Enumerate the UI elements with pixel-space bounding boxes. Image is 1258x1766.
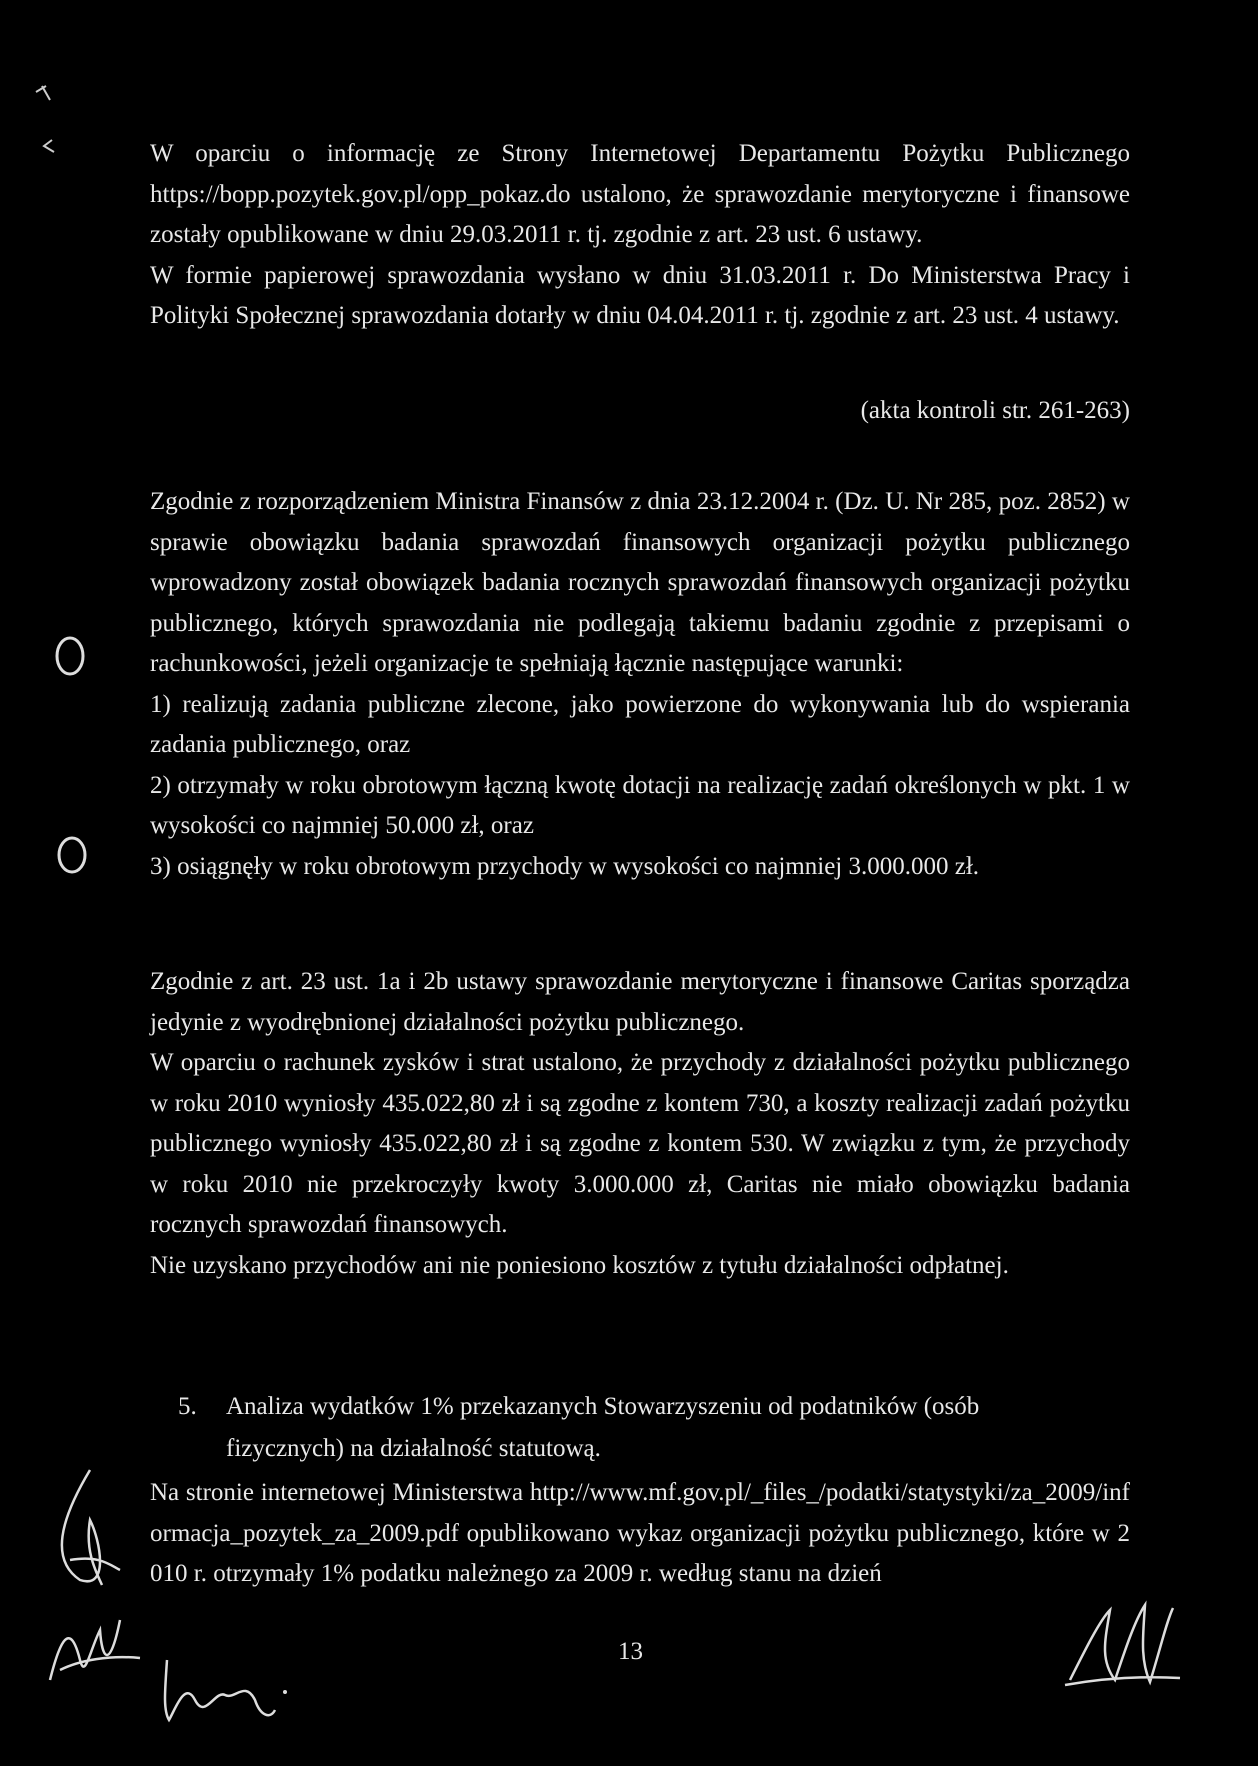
reference-note: (akta kontroli str. 261-263) [860, 397, 1130, 424]
signature-center-left [155, 1640, 295, 1730]
hole-punch-bottom [54, 832, 90, 878]
section-title-line2: fizycznych) na działalność statutową. [226, 1435, 601, 1462]
list-item: 2) otrzymały w roku obrotowym łączną kwotę dotacji na realizację zadań określonych w pkt. 1 w wysokości co najmniej 50.000 zł, oraz [150, 771, 1130, 839]
text-block-1 [150, 134, 1130, 337]
paragraph: W formie papierowej sprawozdania wysłano w dniu 31.03.2011 r. Do Ministerstwa Pracy i Polityki Społecznej sprawozdania dotarły w dniu 04.04.2011 r. tj. zgodnie z art. 23 ust. 4 ustawy. [150, 261, 1130, 329]
list-item: 1) realizują zadania publiczne zlecone, jako powierzone do wykonywania lub do wspierania zadania publicznego, oraz [150, 690, 1130, 758]
text-block-3 [150, 962, 1130, 1286]
corner-mark [30, 80, 70, 170]
paragraph: Nie uzyskano przychodów ani nie poniesiono kosztów z tytułu działalności odpłatnej. [150, 1251, 1009, 1279]
hole-punch-top [52, 633, 88, 679]
signature-left-bottom [40, 1600, 150, 1700]
signature-right [1055, 1590, 1185, 1700]
signature-left-top [40, 1460, 130, 1600]
text-block-2 [150, 482, 1130, 887]
section-heading [178, 1386, 1048, 1470]
paragraph: W oparciu o rachunek zysków i strat ustalono, że przychody z działalności pożytku publicznego w roku 2010 wyniosły 435.022,80 zł i są zgodne z kontem 730, a koszty realizacji zadań pożytku publicznego wyniosły 435.022,80 zł i są zgodne z kontem 530. W związku z tym, że przychody w roku 2010 nie przekroczyły kwoty 3.000.000 zł, Caritas nie miało obowiązku badania rocznych sprawozdań finansowych. [150, 1049, 1130, 1238]
section-number: 5. [178, 1393, 197, 1420]
list-item: 3) osiągnęły w roku obrotowym przychody w wysokości co najmniej 3.000.000 zł. [150, 852, 980, 880]
paragraph: W oparciu o informację ze Strony Internetowej Departamentu Pożytku Publicznego https://bopp.pozytek.gov.pl/opp_pokaz.do ustalono, że sprawozdanie merytoryczne i finansowe zostały opublikowane w dniu 29.03.2011 r. tj. zgodnie z art. 23 ust. 6 ustawy. [150, 140, 1130, 248]
section-title-line1: Analiza wydatków 1% przekazanych Stowarzyszeniu od podatników (osób [226, 1393, 980, 1420]
page-number: 13 [618, 1638, 643, 1665]
paragraph: Zgodnie z rozporządzeniem Ministra Finansów z dnia 23.12.2004 r. (Dz. U. Nr 285, poz. 2852) w sprawie obowiązku badania sprawozdań finansowych organizacji pożytku publicznego wprowadzony został obowiązek badania rocznych sprawozdań finansowych organizacji pożytku publicznego, których sprawozdania nie podlegają takiemu badaniu zgodnie z przepisami o rachunkowości, jeżeli organizacje te spełniają łącznie następujące warunki: [150, 488, 1130, 677]
paragraph: Zgodnie z art. 23 ust. 1a i 2b ustawy sprawozdanie merytoryczne i finansowe Caritas sporządza jedynie z wyodrębnionej działalności pożytku publicznego. [150, 968, 1130, 1036]
paragraph: Na stronie internetowej Ministerstwa http://www.mf.gov.pl/_files_/podatki/statystyki/za_2009/informacja_pozytek_za_2009.pdf opublikowano wykaz organizacji pożytku publicznego, które w 2010 r. otrzymały 1% podatku należnego za 2009 r. według stanu na dzień [150, 1479, 1130, 1587]
text-block-4 [150, 1473, 1130, 1595]
